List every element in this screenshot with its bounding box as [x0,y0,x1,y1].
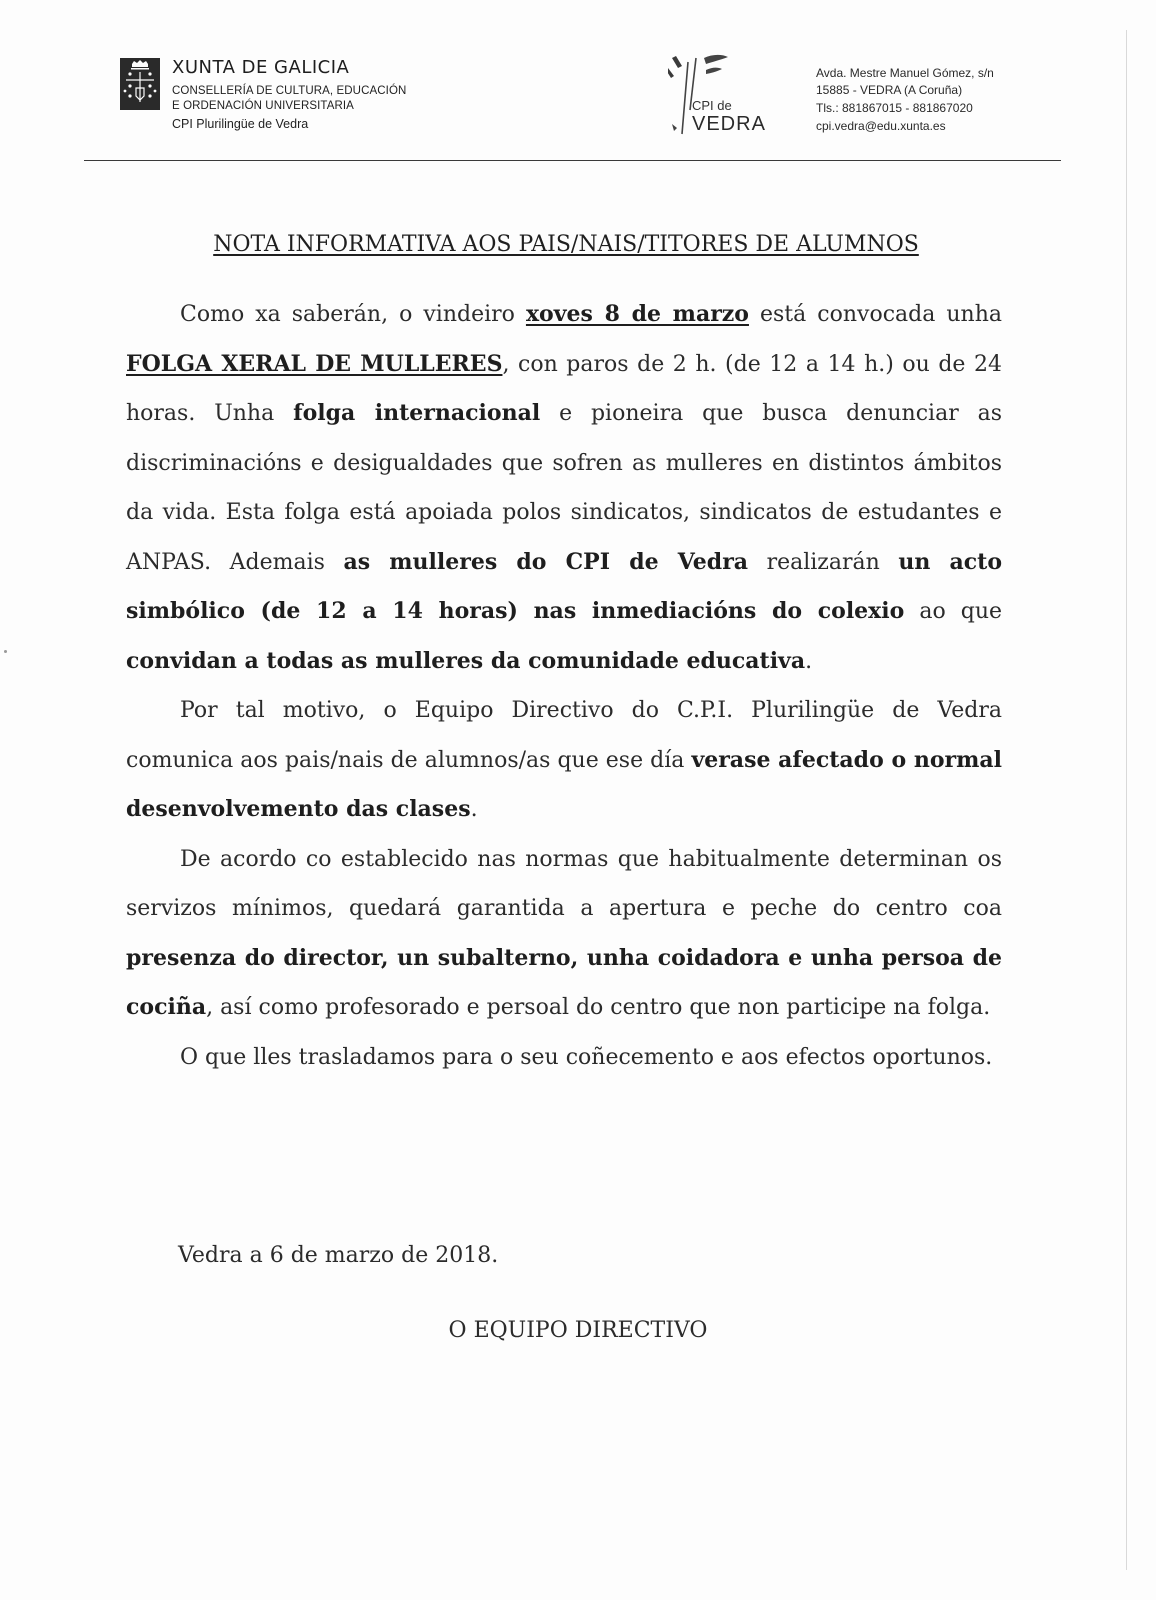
header-divider [84,160,1061,161]
p1-bold-invite: convidan a todas as mulleres da comunidade educativa [126,647,806,674]
p2-text-1: Por tal motivo, o Equipo Directivo do C.P.I. Plurilingüe de Vedra comunica aos pais/nais de alumnos/as que ese día [126,698,1002,773]
document-title: NOTA INFORMATIVA AOS PAIS/NAIS/TITORES DE ALUMNOS [213,232,919,257]
xunta-name: XUNTA DE GALICIA [172,57,350,78]
p1-strike-date: xoves 8 de marzo [525,301,749,327]
address-postcode: 15885 - VEDRA (A Coruña) [816,83,963,97]
document-body [126,290,1002,1082]
xunta-department-line1: CONSELLERÍA DE CULTURA, EDUCACIÓN [172,85,407,97]
paragraph-4: O que lles trasladamos para o seu coñecemento e aos efectos oportunos. [180,1044,993,1070]
document-date: Vedra a 6 de marzo de 2018. [178,1243,499,1268]
p3-text-1: De acordo co establecido nas normas que habitualmente determinan os servizos mínimos, quedará garantida a apertura e peche do centro coa [126,846,1002,921]
p1-text-1: Como xa saberán, o vindeiro [180,302,526,327]
p3-text-2: , así como profesorado e persoal do centro que non participe na folga. [206,995,991,1020]
p3-bold-staff: presenza do director, un subalterno, unha coidadora e unha persoa de cociña [126,944,1002,1020]
paragraph-1 [126,290,1002,686]
address-phones: Tls.: 881867015 - 881867020 [816,101,973,115]
p1-text-7: . [805,648,813,674]
paragraph-3 [126,835,1002,1033]
document-signature: O EQUIPO DIRECTIVO [448,1318,708,1343]
p2-bold-affected: verase afectado o normal desenvolvemento das clases [126,746,1002,822]
galicia-coat-of-arms-icon [120,58,160,110]
p1-text-3: , con paros de 2 h. (de 12 a 14 h.) ou de 24 horas. Unha [126,351,1002,426]
p1-text-4: e pioneira que busca denunciar as discriminacións e desigualdades que sofren as mulleres en distintos ámbitos da vida. Esta folga está apoiada polos sindicatos, sindicatos de estudantes e ANPAS. Ademais [126,401,1002,575]
p1-text-5: realizarán [748,549,899,575]
p1-bold-international: folga internacional [293,400,541,426]
logo-vedra-label: VEDRA [692,113,766,135]
paragraph-2 [126,686,1002,835]
p1-bold-act: un acto simbólico (de 12 a 14 horas) nas inmediacións do colexio [126,548,1002,624]
p1-strike-name: FOLGA XERAL DE MULLERES [126,350,503,377]
address-street: Avda. Mestre Manuel Gómez, s/n [816,66,994,80]
scan-speck [4,650,7,653]
p1-text-2: está convocada unha [748,302,1002,327]
xunta-school-name: CPI Plurilingüe de Vedra [172,117,309,131]
xunta-department-line2: E ORDENACIÓN UNIVERSITARIA [172,100,354,112]
address-email: cpi.vedra@edu.xunta.es [816,119,946,133]
p1-bold-women: as mulleres do CPI de Vedra [343,548,749,575]
p1-text-6: ao que [904,599,1003,624]
logo-cpi-de-label: CPI de [692,98,732,113]
p2-text-2: . [470,797,478,822]
